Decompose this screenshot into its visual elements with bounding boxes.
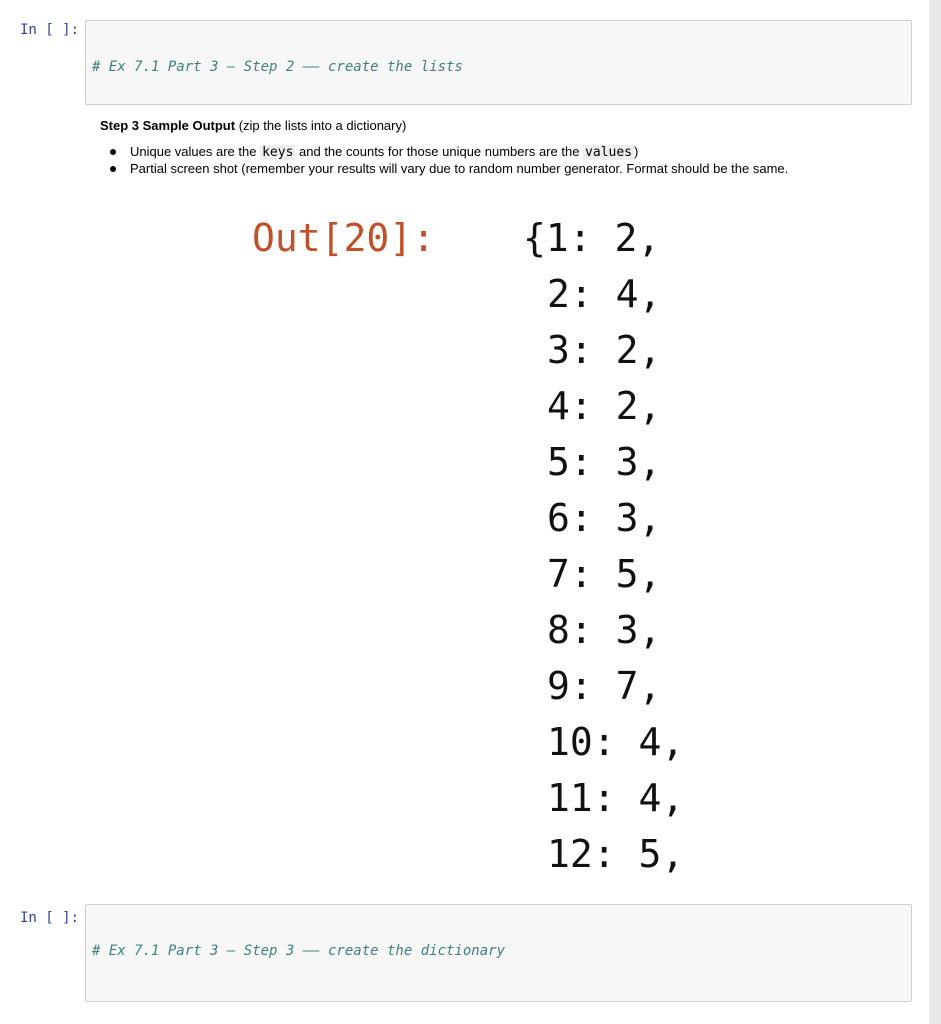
code-comment: # Ex 7.1 Part 3 – Step 2 –– create the lists xyxy=(92,59,463,75)
bullet-icon xyxy=(110,166,116,172)
scrollbar[interactable] xyxy=(929,0,941,1024)
dict-entry: 12: 5, xyxy=(547,832,685,876)
sample-output-image xyxy=(240,210,760,878)
markdown-cell xyxy=(100,118,900,177)
md-bullet-list xyxy=(100,144,900,176)
dict-entry: 2: 4, xyxy=(547,272,662,316)
md-heading xyxy=(100,118,900,133)
bullet-text: ) xyxy=(634,144,639,159)
code-editor[interactable] xyxy=(85,904,912,1002)
dict-entry: 5: 3, xyxy=(547,440,662,484)
dict-entry: 7: 5, xyxy=(547,552,662,596)
bullet-text: Partial screen shot (remember your results will vary due to random number generator. Format should be the same. xyxy=(130,161,789,176)
code-cell-step2 xyxy=(0,10,929,105)
md-heading-rest: (zip the lists into a dictionary) xyxy=(235,118,407,133)
dict-first-line: {1: 2, xyxy=(523,216,661,260)
bullet-icon xyxy=(110,149,116,155)
dict-entry: 11: 4, xyxy=(547,776,685,820)
dict-entry: 8: 3, xyxy=(547,608,662,652)
code-comment: # Ex 7.1 Part 3 – Step 3 –– create the dictionary xyxy=(92,943,506,959)
code-cell-step3 xyxy=(0,898,929,1008)
bullet-text: Unique values are the xyxy=(130,144,261,159)
bullet-text: and the counts for those unique numbers are the xyxy=(295,144,584,159)
dict-entry: 3: 2, xyxy=(547,328,662,372)
list-item xyxy=(100,161,900,176)
md-heading-bold: Step 3 Sample Output xyxy=(100,118,236,133)
dict-entry: 10: 4, xyxy=(547,720,685,764)
dict-entry: 4: 2, xyxy=(547,384,662,428)
inline-code: keys xyxy=(262,145,294,160)
output-prompt: Out[20]: xyxy=(252,216,436,260)
list-item xyxy=(100,144,900,160)
dict-entry: 9: 7, xyxy=(547,664,662,708)
input-prompt: In [ ]: xyxy=(20,910,80,926)
dict-entry: 6: 3, xyxy=(547,496,662,540)
input-prompt: In [ ]: xyxy=(20,22,80,38)
inline-code: values xyxy=(585,145,633,160)
code-editor[interactable] xyxy=(85,20,912,105)
blank-line xyxy=(92,994,905,1002)
